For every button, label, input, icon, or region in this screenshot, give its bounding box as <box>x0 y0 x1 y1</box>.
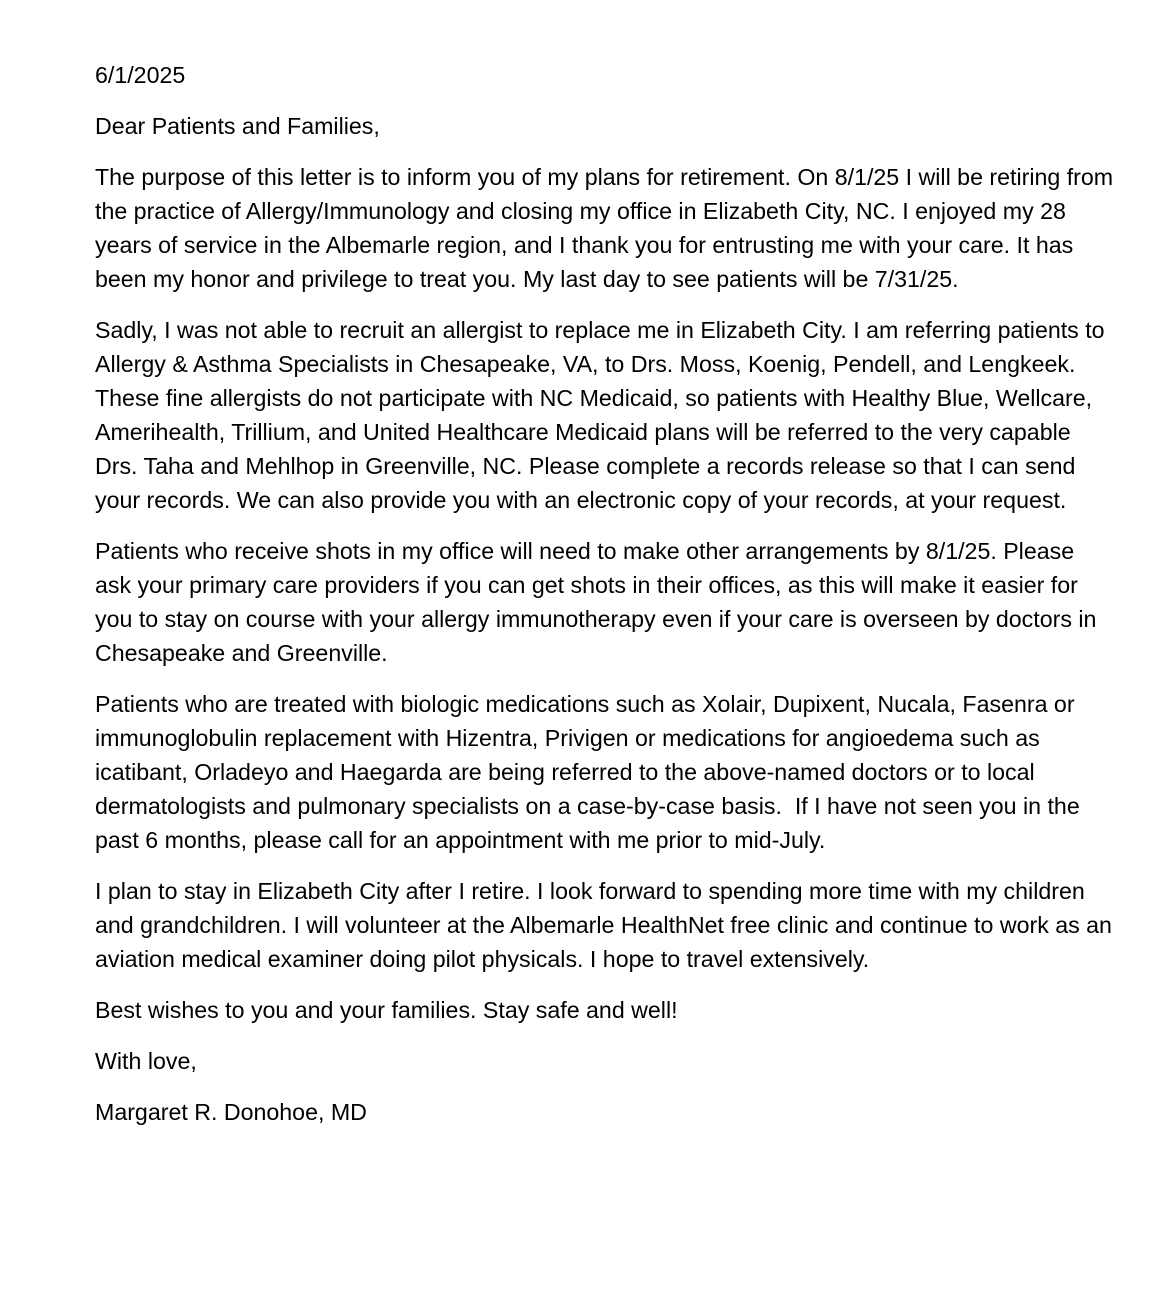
letter-body <box>95 58 1120 1129</box>
letter-paragraph-shots: Patients who receive shots in my office will need to make other arrangements by 8/1/25. Please ask your primary care providers if you can get shots in their offices, as this will make it easier for you to stay on course with your allergy immunotherapy even if your care is overseen by doctors in Chesapeake and Greenville. <box>95 538 1103 666</box>
letter-paragraph-wishes: Best wishes to you and your families. Stay safe and well! <box>95 997 678 1023</box>
letter-paragraph-referrals: Sadly, I was not able to recruit an allergist to replace me in Elizabeth City. I am referring patients to Allergy & Asthma Specialists in Chesapeake, VA, to Drs. Moss, Koenig, Pendell, and Lengkeek. These fine allergists do not participate with NC Medicaid, so patients with Healthy Blue, Wellcare, Amerihealth, Trillium, and United Healthcare Medicaid plans will be referred to the very capable Drs. Taha and Mehlhop in Greenville, NC. Please complete a records release so that I can send your records. We can also provide you with an electronic copy of your records, at your request. <box>95 317 1110 513</box>
letter-salutation: Dear Patients and Families, <box>95 113 380 139</box>
letter-signature: Margaret R. Donohoe, MD <box>95 1099 367 1125</box>
letter-paragraph-biologics: Patients who are treated with biologic medications such as Xolair, Dupixent, Nucala, Fasenra or immunoglobulin replacement with Hizentra, Privigen or medications for angioedema such as icatibant, Orladeyo and Haegarda are being referred to the above-named doctors or to local dermatologists and pulmonary specialists on a case-by-case basis. If I have not seen you in the past 6 months, please call for an appointment with me prior to mid-July. <box>95 691 1087 853</box>
letter-paragraph-plans: I plan to stay in Elizabeth City after I retire. I look forward to spending more time with my children and grandchildren. I will volunteer at the Albemarle HealthNet free clinic and continue to work as an aviation medical examiner doing pilot physicals. I hope to travel extensively. <box>95 878 1119 972</box>
letter-closing: With love, <box>95 1048 197 1074</box>
letter-date: 6/1/2025 <box>95 62 186 88</box>
letter-paragraph-retirement: The purpose of this letter is to inform you of my plans for retirement. On 8/1/25 I will be retiring from the practice of Allergy/Immunology and closing my office in Elizabeth City, NC. I enjoyed my 28 years of service in the Albemarle region, and I thank you for entrusting me with your care. It has been my honor and privilege to treat you. My last day to see patients will be 7/31/25. <box>95 164 1120 292</box>
